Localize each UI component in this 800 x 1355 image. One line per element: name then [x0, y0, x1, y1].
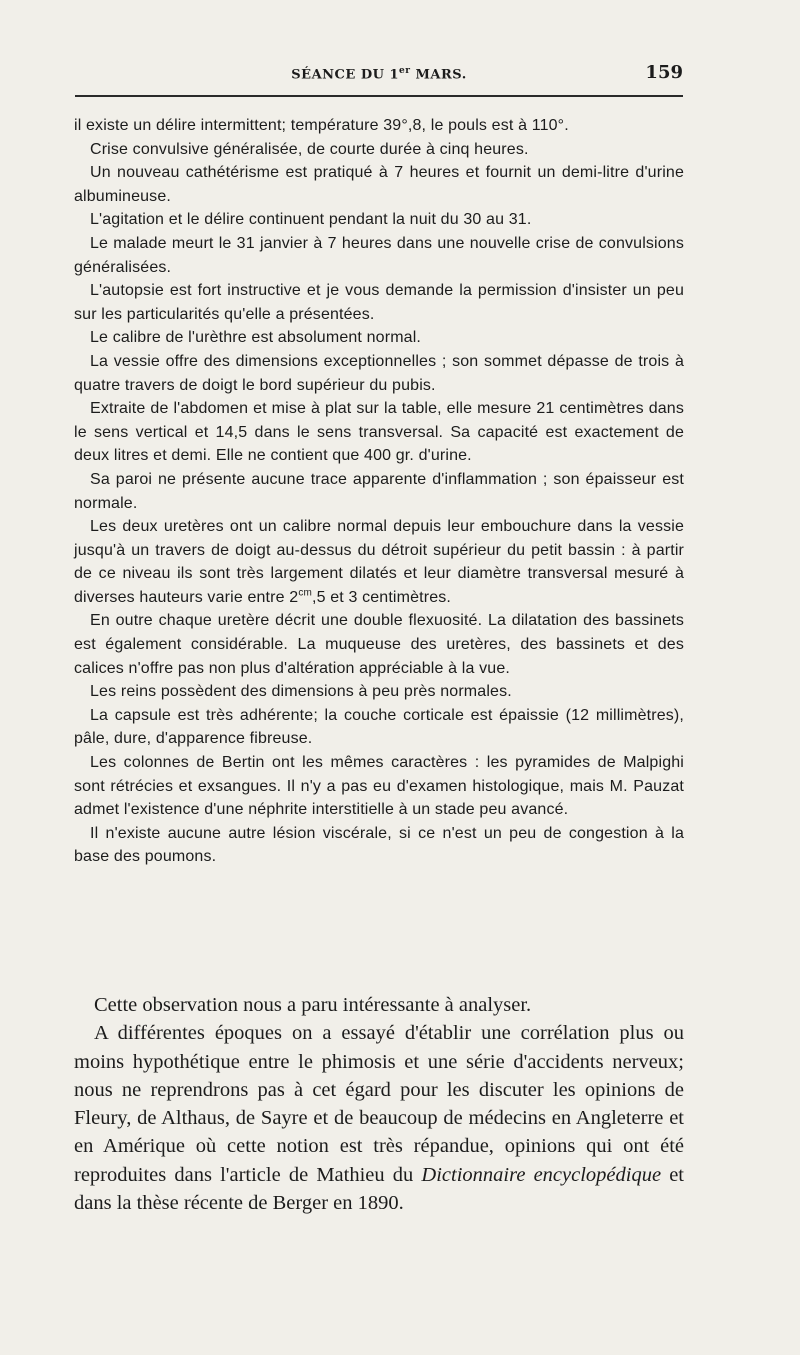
paragraph: Sa paroi ne présente aucune trace apparente d'inflammation ; son épaisseur est normale. [74, 470, 684, 512]
paragraph: La capsule est très adhérente; la couche corticale est épaissie (12 millimètres), pâle, dure, d'apparence fibreuse. [74, 706, 684, 748]
italic-title: Dictionnaire encyclopédique [421, 1163, 662, 1186]
running-title [75, 66, 683, 82]
paragraph-ureters [74, 515, 684, 609]
paragraph: Le malade meurt le 31 janvier à 7 heures dans une nouvelle crise de convulsions généralisées. [74, 234, 684, 276]
case-report-body [74, 114, 684, 869]
paragraph: Les reins possèdent des dimensions à peu près normales. [90, 683, 512, 701]
paragraph: L'agitation et le délire continuent pendant la nuit du 30 au 31. [90, 211, 532, 229]
running-title-suffix: MARS. [410, 67, 467, 83]
running-title-text: SÉANCE DU 1 [291, 67, 399, 83]
header-rule [75, 95, 683, 97]
ureter-text: Les deux uretères ont un calibre normal depuis leur embouchure dans la vessie jusqu'à un travers de doigt au-dessus du détroit supérieur du petit bassin : à partir de ce niveau ils sont très largement dilatés et leur diamètre transversal mesuré à diverses hauteurs varie entre 2 [74, 518, 684, 606]
unit-superscript: cm [298, 587, 312, 599]
running-title-superscript: er [399, 66, 411, 76]
commentary-paragraph [74, 1019, 684, 1217]
paragraph: Le calibre de l'urèthre est absolument normal. [90, 329, 422, 347]
paragraph: La vessie offre des dimensions exceptionnelles ; son sommet dépasse de trois à quatre travers de doigt le bord supérieur du pubis. [74, 352, 684, 394]
paragraph: L'autopsie est fort instructive et je vous demande la permission d'insister un peu sur les particularités qu'elle a présentées. [74, 282, 684, 323]
commentary-body [74, 991, 684, 1217]
running-header [75, 62, 683, 86]
commentary-text-end: et dans la thèse récente de Berger en 1890. [74, 1163, 684, 1215]
paragraph: Extraite de l'abdomen et mise à plat sur la table, elle mesure 21 centimètres dans le sens vertical et 14,5 dans le sens transversal. Sa capacité est exactement de deux litres et demi. Elle ne contient que 400 gr. d'urine. [74, 400, 684, 465]
paragraph-continued: il existe un délire intermittent; température 39°,8, le pouls est à 110°. [74, 117, 569, 134]
commentary-paragraph: Cette observation nous a paru intéressante à analyser. [94, 994, 532, 1016]
paragraph: En outre chaque uretère décrit une double flexuosité. La dilatation des bassinets est également considérable. La muqueuse des uretères, des bassinets et des calices n'offre pas non plus d'altération appréciable à la vue. [74, 612, 684, 677]
paragraph: Les colonnes de Bertin ont les mêmes caractères : les pyramides de Malpighi sont rétrécies et exsangues. Il n'y a pas eu d'examen histologique, mais M. Pauzat admet l'existence d'une néphrite interstitielle à un stade peu avancé. [74, 754, 684, 819]
commentary-text: A différentes époques on a essayé d'établir une corrélation plus ou moins hypothétique entre le phimosis et une série d'accidents nerveux; nous ne reprendrons pas à cet égard pour les discuter les opinions de Fleury, de Althaus, de Sayre et de beaucoup de médecins en Angleterre et en Amérique où cette notion est très répandue, opinions qui ont été reproduites dans l'article de Mathieu du [74, 1022, 684, 1186]
paragraph: Il n'existe aucune autre lésion viscérale, si ce n'est un peu de congestion à la base des poumons. [74, 824, 684, 866]
paragraph: Crise convulsive généralisée, de courte durée à cinq heures. [90, 140, 529, 158]
paragraph: Un nouveau cathétérisme est pratiqué à 7 heures et fournit un demi-litre d'urine albumineuse. [74, 164, 684, 205]
ureter-text-end: ,5 et 3 centimètres. [311, 588, 452, 606]
page-number: 159 [645, 62, 683, 83]
